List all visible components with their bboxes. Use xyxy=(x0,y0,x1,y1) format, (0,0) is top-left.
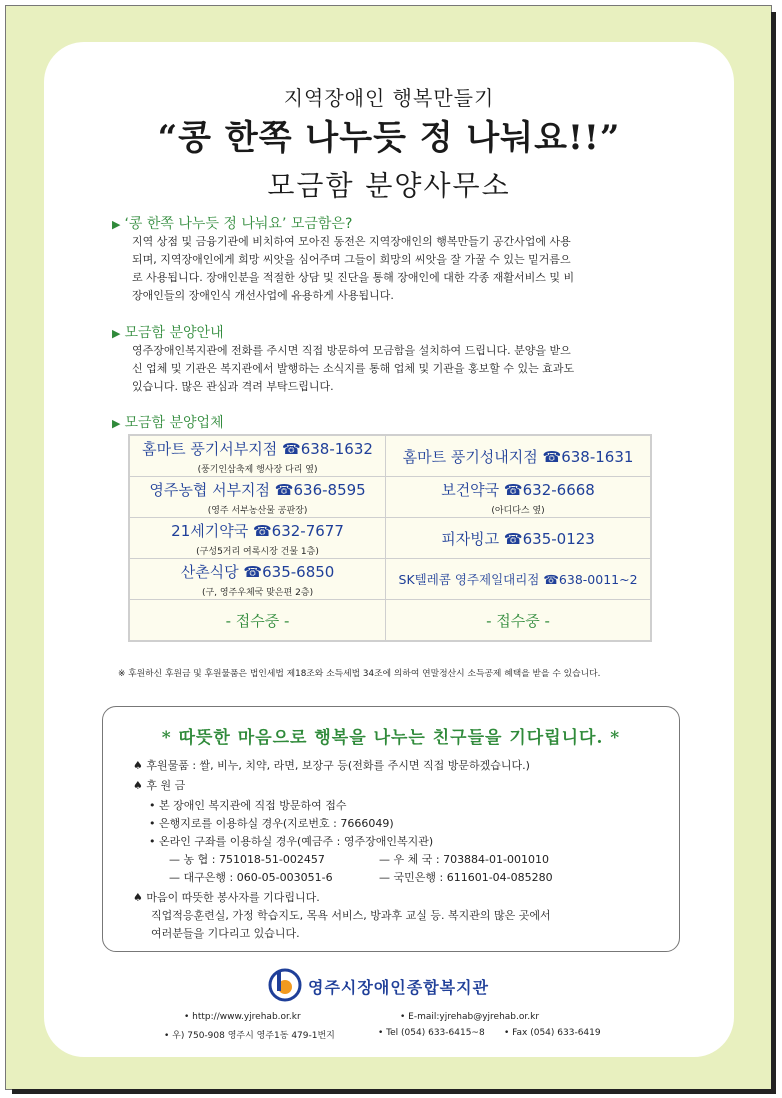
triangle-bullet-icon: ▶ xyxy=(112,327,121,340)
section-heading-text: ‘콩 한쪽 나누듯 정 나눠요’ 모금함은? xyxy=(124,216,353,232)
triangle-bullet-icon: ▶ xyxy=(112,417,121,430)
company-name: - 접수중 - xyxy=(486,611,550,630)
body-line: 되며, 지역장애인에게 희망 씨앗을 심어주며 그들이 희망의 씨앗을 잘 가꿀 수 있는 밑거름으 xyxy=(132,253,571,266)
company-name: 피자빙고 ☎635-0123 xyxy=(441,529,595,548)
section-heading-distribution-guide xyxy=(112,322,224,342)
volunteer-detail-2: 여러분들을 기다리고 있습니다. xyxy=(151,927,300,940)
money-line: ♠ 후 원 금 xyxy=(133,779,186,792)
company-cell xyxy=(129,518,386,559)
company-cell xyxy=(129,559,386,600)
section-heading-donation-box xyxy=(112,213,352,233)
body-line: 장애인들의 장애인식 개선사업에 유용하게 사용됩니다. xyxy=(132,289,394,302)
org-name: 영주시장애인종합복지관 xyxy=(308,978,490,997)
body-line: 지역 상점 및 금융기관에 비치하여 모아진 동전은 지역장애인의 행복만들기 공간사업에 사용 xyxy=(132,235,571,248)
company-name: - 접수중 - xyxy=(225,611,290,630)
frame-shadow-bottom xyxy=(12,1089,776,1094)
footer-phone: • Tel (054) 633-6415~8 xyxy=(378,1028,485,1038)
goods-line: ♠ 후원물품 : 쌀, 비누, 치약, 라면, 보장구 등(전화를 주시면 직접 방문하겠습니다.) xyxy=(133,759,530,772)
body-line: 있습니다. 많은 관심과 격려 부탁드립니다. xyxy=(132,380,334,393)
table-row xyxy=(129,600,651,642)
bank-account-postoffice: — 우 체 국 : 703884-01-001010 xyxy=(379,853,549,866)
company-address: (구, 영주우체국 맞은편 2층) xyxy=(201,587,314,598)
body-line: 신 업체 및 기관은 복지관에서 발행하는 소식지를 통해 업체 및 기관을 홍보할 수 있는 효과도 xyxy=(132,362,575,375)
money-method-giro: • 은행지로를 이용하실 경우(지로번호 : 7666049) xyxy=(149,817,394,830)
flyer-subtitle: 지역장애인 행복만들기 xyxy=(283,86,495,110)
company-address: (영주 서부농산물 공판장) xyxy=(207,505,308,516)
company-name: SK텔레콤 영주제일대리점 ☎638-0011~2 xyxy=(398,572,638,587)
flyer-title: “콩 한쪽 나누듯 정 나눠요!!” xyxy=(157,118,621,158)
company-cell xyxy=(129,435,386,477)
table-row xyxy=(129,477,651,518)
flyer-page xyxy=(44,42,734,1057)
company-name: 21세기약국 ☎632-7677 xyxy=(171,521,344,540)
company-name: 홈마트 풍기서부지점 ☎638-1632 xyxy=(142,439,373,458)
triangle-bullet-icon: ▶ xyxy=(112,218,121,231)
table-row xyxy=(129,518,651,559)
company-name: 보건약국 ☎632-6668 xyxy=(441,480,595,499)
footer-fax: • Fax (054) 633-6419 xyxy=(504,1028,601,1038)
bank-account-nonghyup: — 농 협 : 751018-51-002457 xyxy=(169,853,325,866)
company-cell xyxy=(129,600,386,642)
body-line: 영주장애인복지관에 전화를 주시면 직접 방문하여 모금함을 설치하여 드립니다. 분양을 받으 xyxy=(132,344,571,357)
section-heading-text: 모금함 분양안내 xyxy=(124,325,224,341)
donation-info-box xyxy=(102,706,680,952)
bank-account-kookmin: — 국민은행 : 611601-04-085280 xyxy=(379,871,553,884)
table-row xyxy=(129,559,651,600)
company-name: 산촌식당 ☎635-6850 xyxy=(180,562,335,581)
company-cell xyxy=(386,559,651,600)
frame-shadow-right xyxy=(771,12,776,1093)
donation-box-title: * 따뜻한 마음으로 행복을 나누는 친구들을 기다립니다. * xyxy=(161,728,621,748)
company-name: 홈마트 풍기성내지점 ☎638-1631 xyxy=(402,447,634,466)
company-address: (아디다스 옆) xyxy=(491,505,545,516)
company-table xyxy=(128,434,652,642)
section-body-donation-box xyxy=(132,233,684,305)
section-heading-companies xyxy=(112,412,224,432)
company-cell xyxy=(386,435,651,477)
company-cell xyxy=(386,477,651,518)
money-method-online: • 온라인 구좌를 이용하실 경우(예금주 : 영주장애인복지관) xyxy=(149,835,434,848)
footer-address: • 우) 750-908 영주시 영주1동 479-1번지 xyxy=(164,1031,335,1041)
company-cell xyxy=(386,518,651,559)
volunteer-detail-1: 직업적응훈련실, 가정 학습지도, 목욕 서비스, 방과후 교실 등. 복지관의 많은 곳에서 xyxy=(151,909,551,922)
company-address: (구성5거리 여록시장 건물 1층) xyxy=(196,546,319,557)
bank-account-daegu: — 대구은행 : 060-05-003051-6 xyxy=(169,871,333,884)
volunteer-line: ♠ 마음이 따뜻한 봉사자를 기다립니다. xyxy=(133,891,320,904)
table-row xyxy=(129,435,651,477)
section-heading-text: 모금함 분양업체 xyxy=(124,415,224,431)
company-name: 영주농협 서부지점 ☎636-8595 xyxy=(149,480,366,499)
office-title: 모금함 분양사무소 xyxy=(267,169,511,202)
org-logo-icon xyxy=(268,968,302,1002)
footer-email: • E-mail:yjrehab@yjrehab.or.kr xyxy=(400,1012,540,1022)
section-body-distribution-guide xyxy=(132,342,684,396)
money-method-visit: • 본 장애인 복지관에 직접 방문하여 접수 xyxy=(149,799,347,812)
tax-deduction-note: ※ 후원하신 후원금 및 후원물품은 법인세법 제18조와 소득세법 34조에 의하여 연말정산시 소득공제 혜택을 받을 수 있습니다. xyxy=(118,669,601,679)
company-cell xyxy=(386,600,651,642)
footer-website: • http://www.yjrehab.or.kr xyxy=(184,1012,301,1022)
company-cell xyxy=(129,477,386,518)
body-line: 로 사용됩니다. 장애인분을 적절한 상담 및 진단을 통해 장애인에 대한 각종 재활서비스 및 비 xyxy=(132,271,575,284)
company-address: (풍기인삼축제 행사장 다리 옆) xyxy=(197,464,318,475)
